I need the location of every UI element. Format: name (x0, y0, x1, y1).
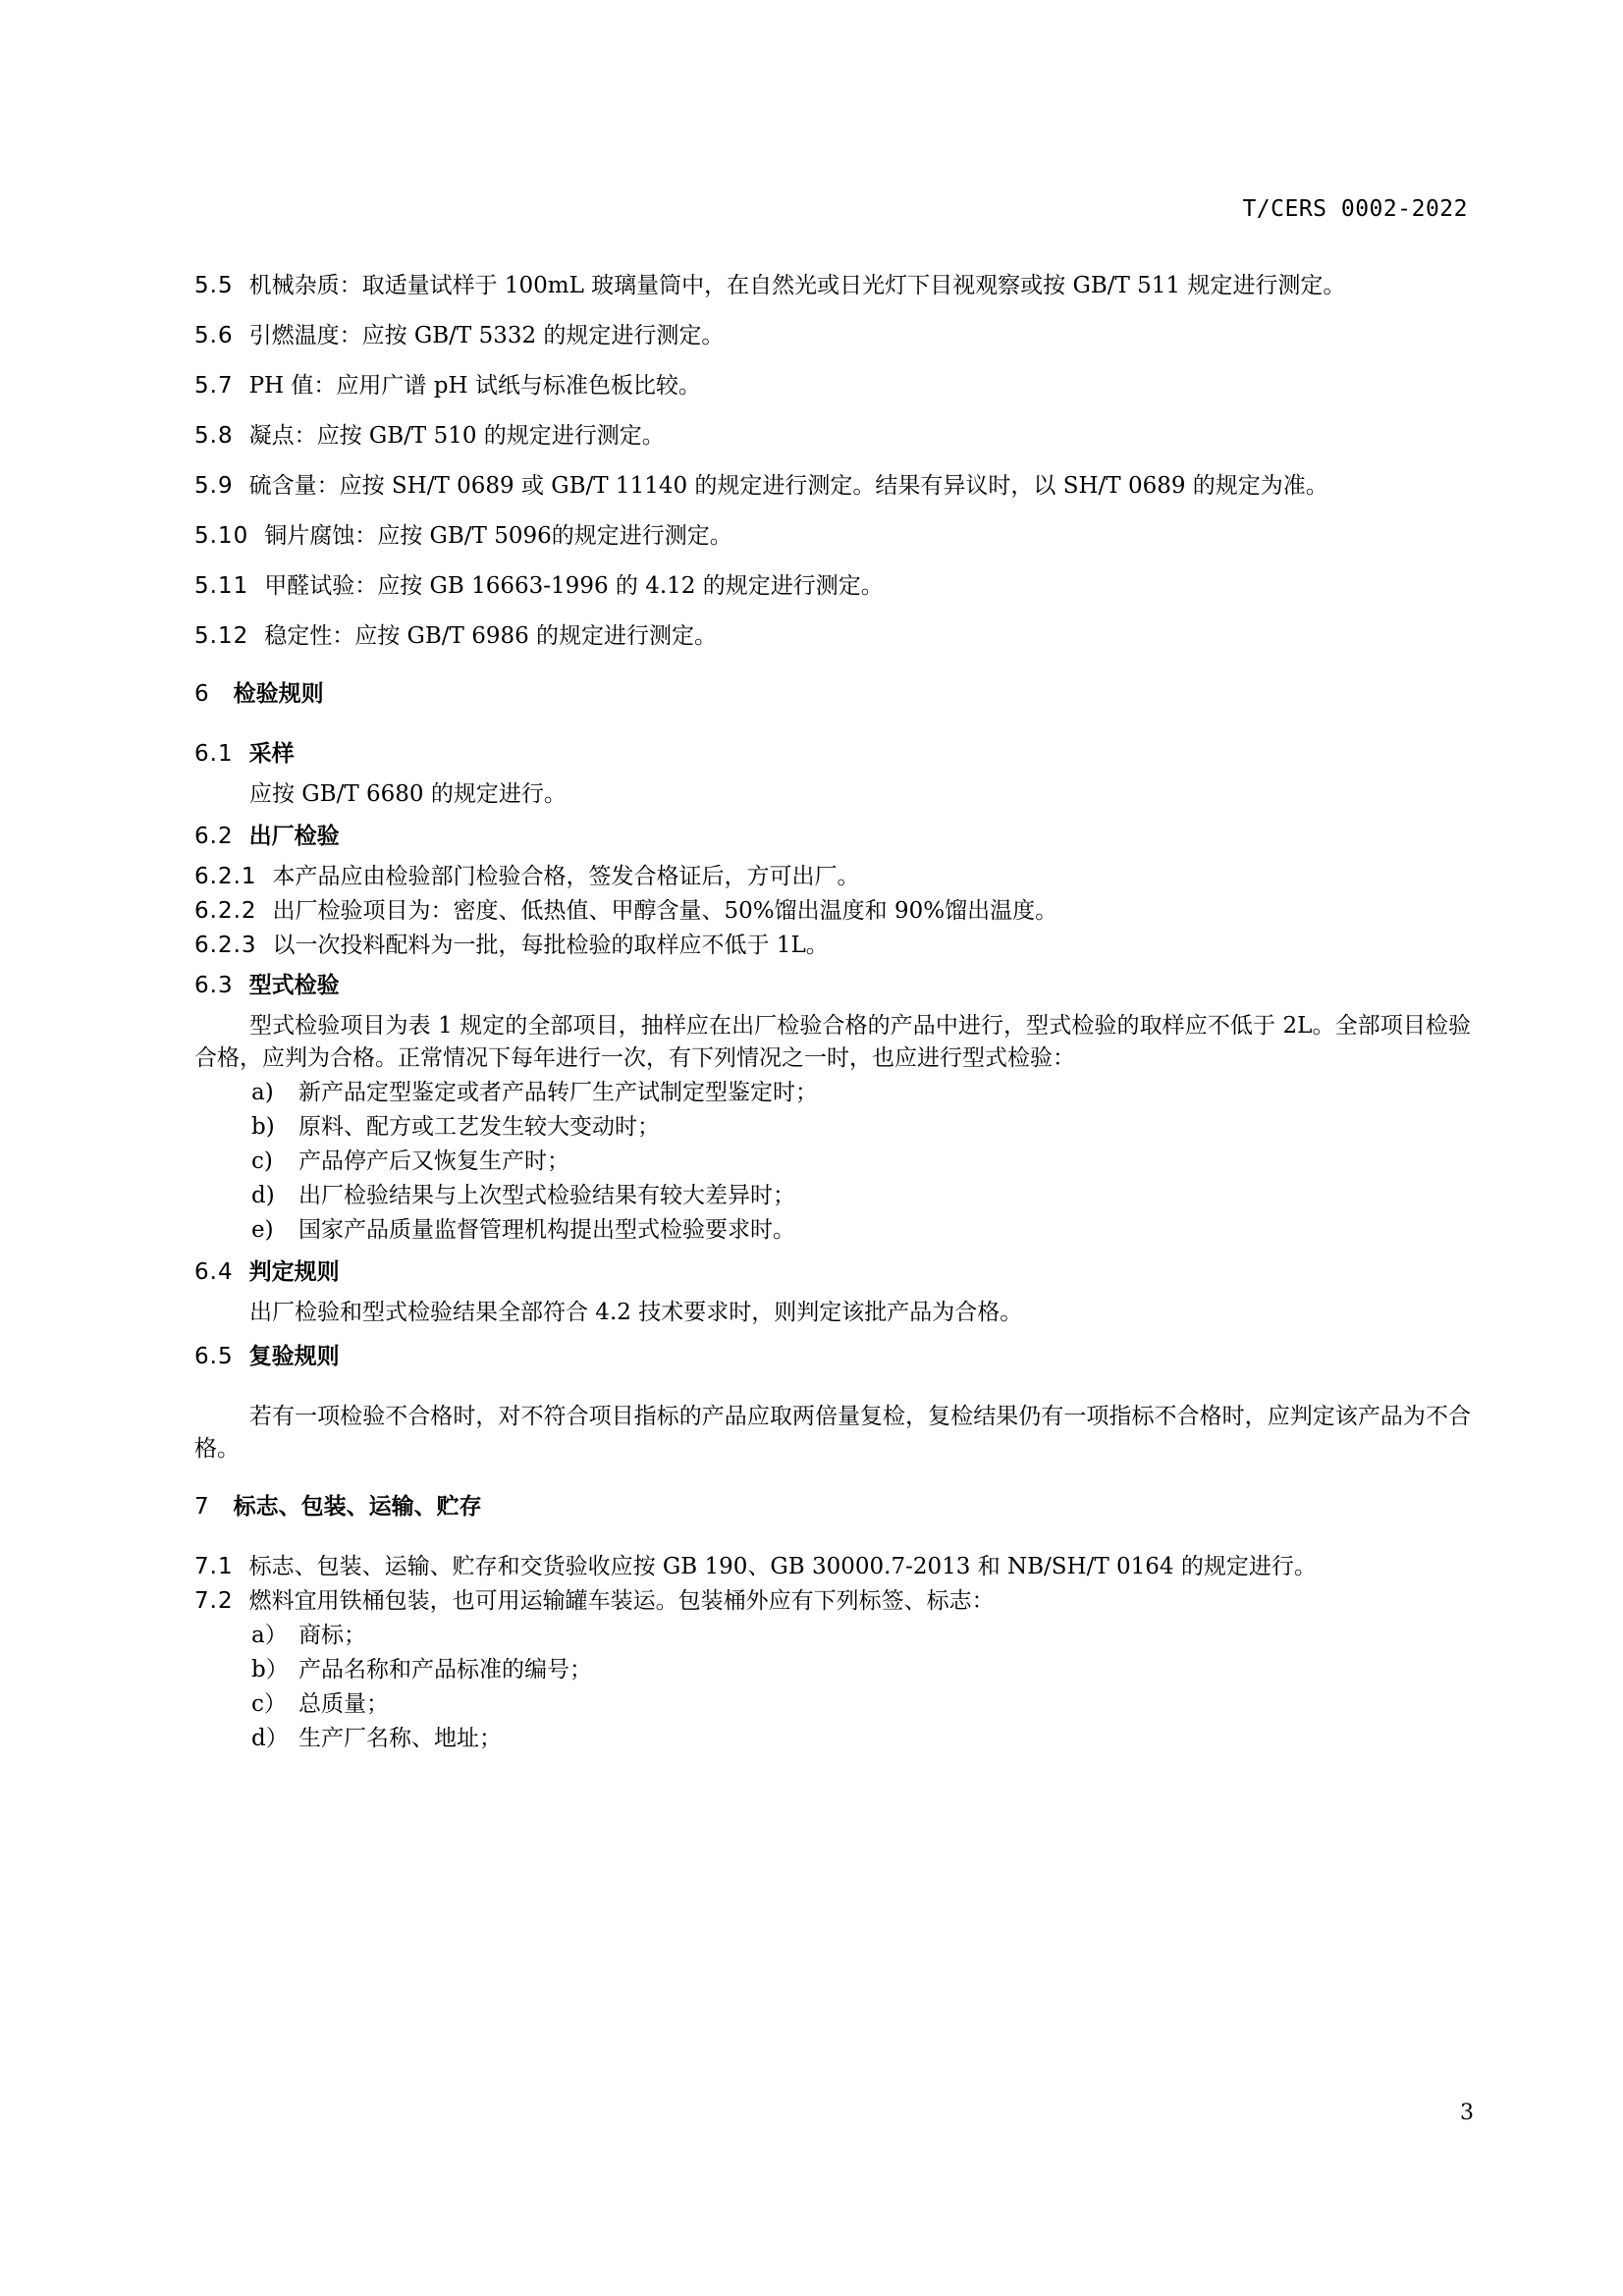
list-item (251, 1214, 1471, 1247)
clause-6-2-1 (194, 861, 1471, 893)
clause-text: 燃料宜用铁桶包装，也可用运输罐车装运。包装桶外应有下列标签、标志： (248, 1588, 995, 1614)
clause-5-9 (194, 470, 1471, 503)
clause-number: 5.11 (194, 573, 249, 599)
list-marker: e) (251, 1217, 274, 1243)
subsection-6-2-heading (194, 821, 1471, 853)
list-text: 新产品定型鉴定或者产品转厂生产试制定型鉴定时； (298, 1080, 818, 1105)
clause-number: 5.5 (194, 273, 234, 298)
section-number: 6 (194, 681, 210, 707)
subsection-number: 6.4 (194, 1259, 234, 1285)
subsection-6-1-text: 应按 GB/T 6680 的规定进行。 (249, 781, 567, 807)
clause-5-5 (194, 270, 1471, 302)
subsection-6-1-heading (194, 738, 1471, 771)
list-text: 生产厂名称、地址； (298, 1726, 502, 1751)
subsection-number: 6.3 (194, 973, 234, 998)
clause-5-6 (194, 320, 1471, 352)
clause-text: 凝点：应按 GB/T 510 的规定进行测定。 (248, 423, 665, 449)
list-item (251, 1688, 1471, 1721)
clause-number: 5.8 (194, 423, 234, 449)
subsection-number: 6.5 (194, 1344, 234, 1369)
subsection-title: 判定规则 (248, 1259, 340, 1285)
list-item (251, 1654, 1471, 1686)
list-text: 原料、配方或工艺发生较大变动时； (298, 1114, 660, 1140)
clause-5-8 (194, 420, 1471, 453)
list-marker: c） (251, 1691, 287, 1717)
list-item (251, 1146, 1471, 1178)
clause-5-7 (194, 370, 1471, 402)
clause-text: 出厂检验项目为：密度、低热值、甲醇含量、50%馏出温度和 90%馏出温度。 (272, 898, 1058, 924)
subsection-6-4-text: 出厂检验和型式检验结果全部符合 4.2 技术要求时，则判定该批产品为合格。 (249, 1300, 1023, 1325)
clause-number: 5.9 (194, 473, 234, 499)
subsection-6-5-text: 若有一项检验不合格时，对不符合项目指标的产品应取两倍量复检，复检结果仍有一项指标不合格时，应判定该产品为不合格。 (194, 1404, 1471, 1462)
page-number: 3 (1460, 2101, 1474, 2125)
list-text: 出厂检验结果与上次型式检验结果有较大差异时； (298, 1183, 795, 1208)
clause-number: 5.10 (194, 523, 249, 549)
clause-number: 5.12 (194, 623, 249, 649)
subsection-number: 6.1 (194, 741, 234, 767)
list-text: 产品名称和产品标准的编号； (298, 1657, 592, 1682)
list-marker: d) (251, 1183, 275, 1208)
clause-number: 7.1 (194, 1554, 234, 1579)
clause-number: 7.2 (194, 1588, 234, 1614)
list-item (251, 1077, 1471, 1109)
subsection-title: 采样 (248, 741, 295, 767)
clause-6-2-3 (194, 930, 1471, 962)
clause-text: 稳定性：应按 GB/T 6986 的规定进行测定。 (264, 623, 718, 649)
list-text: 商标； (298, 1623, 366, 1648)
clause-text: 机械杂质：取适量试样于 100mL 玻璃量筒中，在自然光或日光灯下目视观察或按 GB/T 511 规定进行测定。 (248, 273, 1346, 298)
clause-number: 6.2.3 (194, 933, 257, 958)
list-marker: b) (251, 1114, 275, 1140)
list-item (251, 1111, 1471, 1144)
clause-text: 标志、包装、运输、贮存和交货验收应按 GB 190、GB 30000.7-2013 和 NB/SH/T 0164 的规定进行。 (248, 1554, 1317, 1579)
section-title: 检验规则 (233, 681, 324, 707)
list-marker: a) (251, 1080, 274, 1105)
clause-text: 甲醛试验：应按 GB 16663-1996 的 4.12 的规定进行测定。 (264, 573, 884, 599)
clause-number: 5.7 (194, 373, 234, 399)
document-code-header: T/CERS 0002-2022 (1242, 196, 1468, 222)
subsection-6-3-text: 型式检验项目为表 1 规定的全部项目，抽样应在出厂检验合格的产品中进行，型式检验的取样应不低于 2L。全部项目检验合格，应判为合格。正常情况下每年进行一次，有下列情况之一时，也应进行型式检验： (194, 1013, 1471, 1071)
clause-text: 铜片腐蚀：应按 GB/T 5096的规定进行测定。 (264, 523, 732, 549)
clause-text: 硫含量：应按 SH/T 0689 或 GB/T 11140 的规定进行测定。结果有异议时，以 SH/T 0689 的规定为准。 (248, 473, 1328, 499)
clause-number: 6.2.2 (194, 898, 257, 924)
clause-5-11 (194, 570, 1471, 603)
page-content (194, 270, 1471, 1757)
clause-text: 以一次投料配料为一批，每批检验的取样应不低于 1L。 (272, 933, 829, 958)
clause-7-2 (194, 1585, 1471, 1618)
list-item (251, 1620, 1471, 1652)
clause-text: 引燃温度：应按 GB/T 5332 的规定进行测定。 (248, 323, 725, 348)
section-7-heading (194, 1491, 1471, 1523)
clause-number: 6.2.1 (194, 864, 257, 889)
list-marker: a） (251, 1623, 288, 1648)
subsection-title: 出厂检验 (248, 824, 340, 849)
list-marker: b） (251, 1657, 289, 1682)
list-text: 总质量； (298, 1691, 389, 1717)
clause-number: 5.6 (194, 323, 234, 348)
list-text: 产品停产后又恢复生产时； (298, 1148, 569, 1174)
section-number: 7 (194, 1494, 210, 1520)
section-6-heading (194, 678, 1471, 711)
clause-5-10 (194, 520, 1471, 553)
list-marker: c) (251, 1148, 273, 1174)
clause-7-1 (194, 1551, 1471, 1583)
clause-6-2-2 (194, 895, 1471, 928)
list-item (251, 1723, 1471, 1755)
subsection-6-3-heading (194, 970, 1471, 1002)
clause-text: 本产品应由检验部门检验合格，签发合格证后，方可出厂。 (272, 864, 860, 889)
section-title: 标志、包装、运输、贮存 (233, 1494, 482, 1520)
subsection-title: 型式检验 (248, 973, 340, 998)
subsection-number: 6.2 (194, 824, 234, 849)
subsection-title: 复验规则 (248, 1344, 340, 1369)
list-item (251, 1180, 1471, 1212)
subsection-6-4-heading (194, 1256, 1471, 1289)
list-marker: d） (251, 1726, 289, 1751)
clause-5-12 (194, 620, 1471, 653)
subsection-6-5-heading (194, 1341, 1471, 1373)
clause-text: PH 值：应用广谱 pH 试纸与标准色板比较。 (248, 373, 701, 399)
list-text: 国家产品质量监督管理机构提出型式检验要求时。 (298, 1217, 795, 1243)
